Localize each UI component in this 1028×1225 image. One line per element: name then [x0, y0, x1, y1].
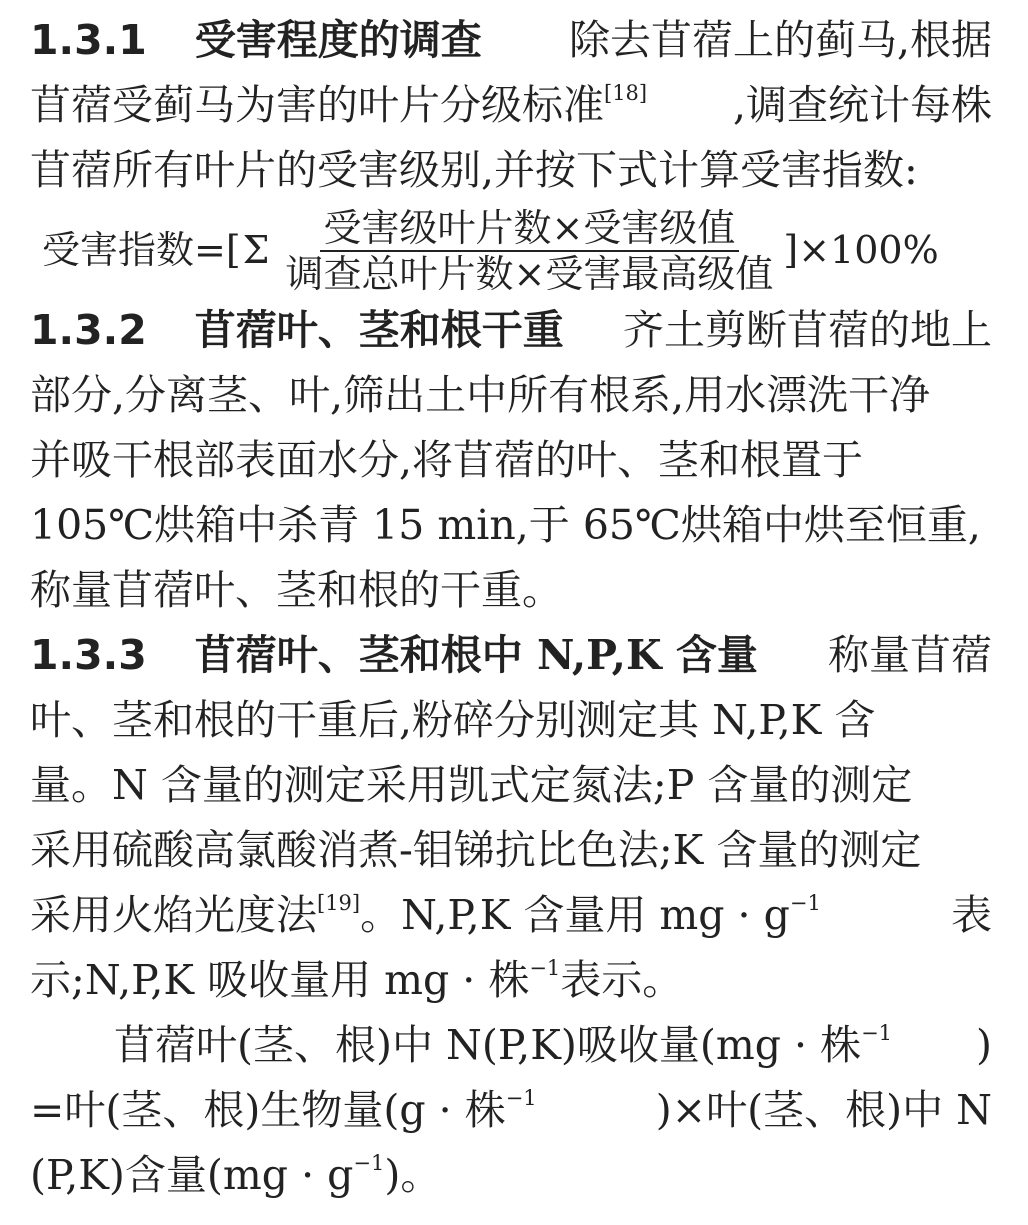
paragraph-text: ): [976, 1021, 992, 1069]
paragraph-text: 量。N 含量的测定采用凯式定氮法;P 含量的测定: [30, 761, 913, 809]
paragraph-text: 采用火焰光度法: [30, 891, 317, 939]
paragraph-text: )×叶(茎、根)中 N: [655, 1086, 992, 1134]
section-1-3-2-line-1: [30, 298, 992, 363]
superscript: −1: [529, 956, 561, 981]
section-1-3-1-line-3: [30, 138, 992, 203]
section-number: 1.3.2: [30, 306, 147, 354]
citation-ref: [18]: [604, 81, 648, 106]
paragraph-text: 苜蓿受蓟马为害的叶片分级标准: [30, 81, 604, 129]
section-1-3-3-line-5: [30, 883, 992, 948]
damage-index-formula: [30, 203, 992, 298]
uptake-formula-line-1: [30, 1013, 992, 1078]
formula-rhs: ]×100%: [783, 228, 939, 272]
uptake-formula-line-3: [30, 1143, 992, 1208]
paragraph-text: 。N,P,K 含量用 mg · g: [360, 891, 790, 939]
section-1-3-2-line-4: [30, 493, 992, 558]
section-heading: 受害程度的调查: [194, 16, 482, 64]
paragraph-text: 除去苜蓿上的蓟马,根据: [568, 16, 992, 64]
section-1-3-3-line-3: [30, 753, 992, 818]
paragraph-text: 称量苜蓿叶、茎和根的干重。: [30, 566, 563, 614]
uptake-formula-line-2: [30, 1078, 992, 1143]
section-1-3-1-line-1: [30, 8, 992, 73]
paragraph-text: 采用硫酸高氯酸消煮-钼锑抗比色法;K 含量的测定: [30, 826, 922, 874]
section-1-3-2-line-5: [30, 558, 992, 623]
citation-ref: [19]: [317, 891, 361, 916]
paragraph-text: (P,K)含量(mg · g: [30, 1151, 354, 1199]
formula-denominator: 调查总叶片数×受害最高级值: [285, 251, 774, 296]
section-number: 1.3.1: [30, 16, 147, 64]
superscript: −1: [789, 891, 821, 916]
paragraph-text: 苜蓿所有叶片的受害级别,并按下式计算受害指数:: [30, 146, 918, 194]
superscript: −1: [861, 1021, 893, 1046]
superscript: −1: [353, 1151, 385, 1176]
paragraph-text: 叶、茎和根的干重后,粉碎分别测定其 N,P,K 含: [30, 696, 876, 744]
formula-numerator: 受害级叶片数×受害级值: [320, 206, 740, 252]
paragraph-text: )。: [384, 1151, 442, 1199]
section-1-3-3-line-4: [30, 818, 992, 883]
section-1-3-2-line-3: [30, 428, 992, 493]
formula-fraction: [282, 206, 778, 296]
section-1-3-3-line-1: [30, 623, 992, 688]
section-number: 1.3.3: [30, 631, 147, 679]
section-1-3-3-line-6: [30, 948, 992, 1013]
paragraph-text: 部分,分离茎、叶,筛出土中所有根系,用水漂洗干净: [30, 371, 931, 419]
paragraph-text: 示;N,P,K 吸收量用 mg · 株: [30, 956, 530, 1004]
paragraph-text: =叶(茎、根)生物量(g · 株: [30, 1086, 506, 1134]
paragraph-text: 105℃烘箱中杀青 15 min,于 65℃烘箱中烘至恒重,: [30, 501, 981, 549]
paragraph-text: 表示。: [560, 956, 684, 1004]
section-heading: 苜蓿叶、茎和根中 N,P,K 含量: [194, 631, 758, 679]
paragraph-text: 称量苜蓿: [828, 631, 992, 679]
section-1-3-3-line-2: [30, 688, 992, 753]
superscript: −1: [505, 1086, 537, 1111]
section-1-3-1-line-2: [30, 73, 992, 138]
paragraph-text: 表: [951, 891, 992, 939]
section-heading: 苜蓿叶、茎和根干重: [194, 306, 564, 354]
sum-symbol: Σ: [242, 228, 270, 272]
formula-lhs: 受害指数=[: [42, 228, 241, 272]
paragraph-text: 苜蓿叶(茎、根)中 N(P,K)吸收量(mg · 株: [114, 1021, 862, 1069]
section-1-3-2-line-2: [30, 363, 992, 428]
paragraph-text: 齐土剪断苜蓿的地上: [623, 306, 992, 354]
paragraph-text: 并吸干根部表面水分,将苜蓿的叶、茎和根置于: [30, 436, 864, 484]
paragraph-text: ,调查统计每株: [732, 81, 992, 129]
